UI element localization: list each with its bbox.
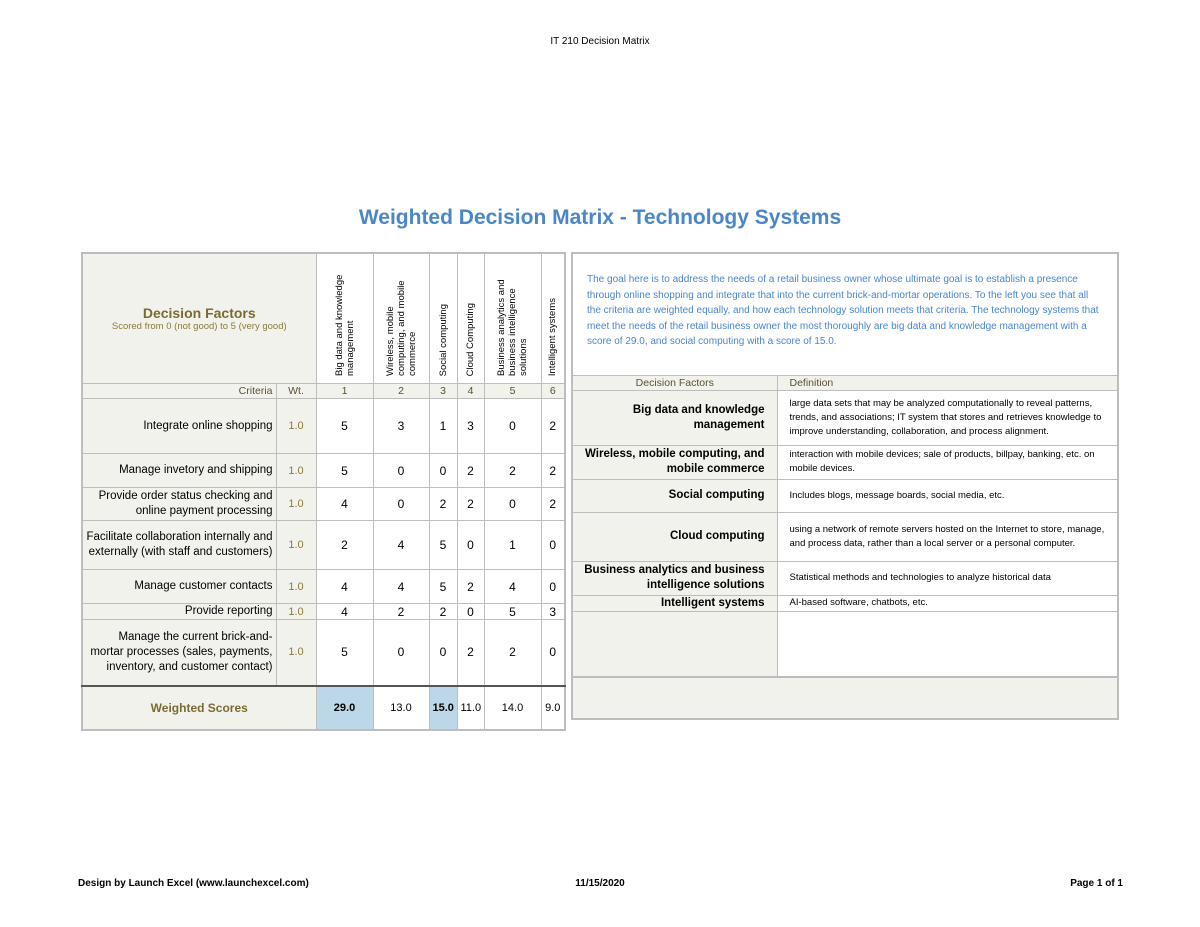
score-cell: 1 xyxy=(484,521,541,570)
score-cell: 0 xyxy=(484,399,541,454)
score-cell: 2 xyxy=(541,399,565,454)
definition-factor: Big data and knowledge management xyxy=(572,390,777,445)
score-cell: 5 xyxy=(484,604,541,620)
definitions-table xyxy=(571,252,1119,720)
definition-text: AI-based software, chatbots, etc. xyxy=(777,595,1118,611)
score-cell: 2 xyxy=(373,604,429,620)
option-header-5 xyxy=(484,253,541,384)
score-cell: 0 xyxy=(429,454,457,488)
criteria-label: Criteria xyxy=(82,384,276,399)
weighted-score-5: 14.0 xyxy=(484,686,541,730)
criteria-weight: 1.0 xyxy=(276,521,316,570)
weighted-scores-label: Weighted Scores xyxy=(82,686,316,730)
option-header-4 xyxy=(457,253,484,384)
option-name-6: Intelligent systems xyxy=(547,297,559,376)
definition-factor: Intelligent systems xyxy=(572,595,777,611)
criteria-name: Manage invetory and shipping xyxy=(82,454,276,488)
score-cell: 5 xyxy=(429,521,457,570)
score-cell: 4 xyxy=(316,488,373,521)
definitions-header-row xyxy=(572,375,1118,390)
definitions-bottom-row xyxy=(572,677,1118,719)
option-num-2: 2 xyxy=(373,384,429,399)
option-num-4: 4 xyxy=(457,384,484,399)
criteria-row xyxy=(82,454,565,488)
criteria-name: Provide reporting xyxy=(82,604,276,620)
def-header-definition: Definition xyxy=(777,375,1118,390)
criteria-name: Manage the current brick-and-mortar processes (sales, payments, inventory, and customer contact) xyxy=(82,620,276,686)
def-header-factor: Decision Factors xyxy=(572,375,777,390)
weighted-score-1: 29.0 xyxy=(316,686,373,730)
definition-text-empty xyxy=(777,611,1118,677)
score-cell: 3 xyxy=(373,399,429,454)
score-cell: 3 xyxy=(457,399,484,454)
score-cell: 0 xyxy=(541,570,565,604)
criteria-name: Facilitate collaboration internally and externally (with staff and customers) xyxy=(82,521,276,570)
criteria-row xyxy=(82,399,565,454)
score-cell: 4 xyxy=(316,604,373,620)
score-cell: 0 xyxy=(373,488,429,521)
definition-text: Includes blogs, message boards, social media, etc. xyxy=(777,479,1118,512)
definition-factor: Wireless, mobile computing, and mobile commerce xyxy=(572,445,777,479)
definition-text: interaction with mobile devices; sale of products, billpay, banking, etc. on mobile devices. xyxy=(777,445,1118,479)
criteria-row xyxy=(82,488,565,521)
definition-factor-empty xyxy=(572,611,777,677)
score-cell: 4 xyxy=(316,570,373,604)
option-name-2: Wireless, mobile computing, and mobile commerce xyxy=(384,280,418,376)
definition-row xyxy=(572,445,1118,479)
score-cell: 2 xyxy=(457,454,484,488)
weighted-scores-row xyxy=(82,686,565,730)
definition-factor: Business analytics and business intelligence solutions xyxy=(572,561,777,595)
criteria-name: Manage customer contacts xyxy=(82,570,276,604)
score-cell: 4 xyxy=(373,570,429,604)
option-name-4: Cloud Computing xyxy=(465,302,476,376)
score-cell: 2 xyxy=(429,488,457,521)
score-cell: 2 xyxy=(484,454,541,488)
decision-matrix xyxy=(81,252,566,731)
definition-factor: Social computing xyxy=(572,479,777,512)
definition-text: using a network of remote servers hosted on the Internet to store, manage, and process data, rather than a local server or a personal computer. xyxy=(777,512,1118,561)
criteria-name: Integrate online shopping xyxy=(82,399,276,454)
definition-text: large data sets that may be analyzed computationally to reveal patterns, trends, and associations; IT system that stores and retrieves knowledge to improve understanding, collaboration, and process alignment. xyxy=(777,390,1118,445)
criteria-weight: 1.0 xyxy=(276,454,316,488)
score-cell: 0 xyxy=(484,488,541,521)
weighted-score-3: 15.0 xyxy=(429,686,457,730)
definition-row xyxy=(572,595,1118,611)
criteria-row xyxy=(82,521,565,570)
definition-factor: Cloud computing xyxy=(572,512,777,561)
score-cell: 2 xyxy=(457,620,484,686)
weight-label: Wt. xyxy=(276,384,316,399)
score-cell: 2 xyxy=(484,620,541,686)
weighted-score-2: 13.0 xyxy=(373,686,429,730)
criteria-weight: 1.0 xyxy=(276,604,316,620)
option-name-1: Big data and knowledge management xyxy=(333,274,356,376)
definitions-bottom-cell xyxy=(572,677,1118,719)
option-header-6 xyxy=(541,253,565,384)
option-num-6: 6 xyxy=(541,384,565,399)
criteria-weight: 1.0 xyxy=(276,570,316,604)
page-title: Weighted Decision Matrix - Technology Systems xyxy=(358,206,842,229)
score-cell: 0 xyxy=(373,620,429,686)
decision-factors-header xyxy=(82,253,316,384)
criteria-weight: 1.0 xyxy=(276,488,316,521)
score-cell: 3 xyxy=(541,604,565,620)
criteria-weight: 1.0 xyxy=(276,399,316,454)
score-cell: 0 xyxy=(541,620,565,686)
definition-text: Statistical methods and technologies to analyze historical data xyxy=(777,561,1118,595)
score-cell: 2 xyxy=(457,570,484,604)
decision-factors-subtitle: Scored from 0 (not good) to 5 (very good) xyxy=(111,321,287,332)
score-cell: 4 xyxy=(484,570,541,604)
score-cell: 0 xyxy=(541,521,565,570)
score-cell: 1 xyxy=(429,399,457,454)
option-header-1 xyxy=(316,253,373,384)
score-cell: 2 xyxy=(316,521,373,570)
score-cell: 5 xyxy=(316,620,373,686)
definition-row xyxy=(572,561,1118,595)
option-header-2 xyxy=(373,253,429,384)
description-text: The goal here is to address the needs of a retail business owner whose ultimate goal is to establish a presence through online shopping and integrate that into the current brick-and-mortar operations. To the left you see that all the criteria are weighted equally, and how each technology solution meets that criteria. The technology systems that meet the needs of the retail business owner the most thoroughly are big data and knowledge management with a score of 29.0, and social computing with a score of 15.0. xyxy=(572,253,1118,375)
score-cell: 5 xyxy=(316,454,373,488)
criteria-row xyxy=(82,570,565,604)
page-header: IT 210 Decision Matrix xyxy=(550,36,650,47)
footer-center: 11/15/2020 xyxy=(575,878,625,889)
score-cell: 2 xyxy=(457,488,484,521)
score-cell: 2 xyxy=(541,454,565,488)
decision-factors-title: Decision Factors xyxy=(142,305,256,321)
score-cell: 5 xyxy=(316,399,373,454)
criteria-row xyxy=(82,604,565,620)
definition-row xyxy=(572,479,1118,512)
definition-row-empty xyxy=(572,611,1118,677)
score-cell: 5 xyxy=(429,570,457,604)
footer-left: Design by Launch Excel (www.launchexcel.com) xyxy=(78,878,309,889)
score-cell: 0 xyxy=(457,521,484,570)
criteria-name: Provide order status checking and online payment processing xyxy=(82,488,276,521)
option-num-5: 5 xyxy=(484,384,541,399)
weighted-score-4: 11.0 xyxy=(457,686,484,730)
score-cell: 0 xyxy=(429,620,457,686)
score-cell: 0 xyxy=(373,454,429,488)
criteria-weight: 1.0 xyxy=(276,620,316,686)
weighted-score-6: 9.0 xyxy=(541,686,565,730)
score-cell: 4 xyxy=(373,521,429,570)
score-cell: 0 xyxy=(457,604,484,620)
criteria-header-row xyxy=(82,384,565,399)
option-num-1: 1 xyxy=(316,384,373,399)
option-name-3: Social computing xyxy=(437,303,449,376)
definition-row xyxy=(572,390,1118,445)
option-num-3: 3 xyxy=(429,384,457,399)
definition-row xyxy=(572,512,1118,561)
footer-right: Page 1 of 1 xyxy=(1070,878,1123,889)
criteria-row xyxy=(82,620,565,686)
option-name-5: Business analytics and business intelligence solutions xyxy=(496,279,529,376)
option-header-3 xyxy=(429,253,457,384)
score-cell: 2 xyxy=(429,604,457,620)
score-cell: 2 xyxy=(541,488,565,521)
